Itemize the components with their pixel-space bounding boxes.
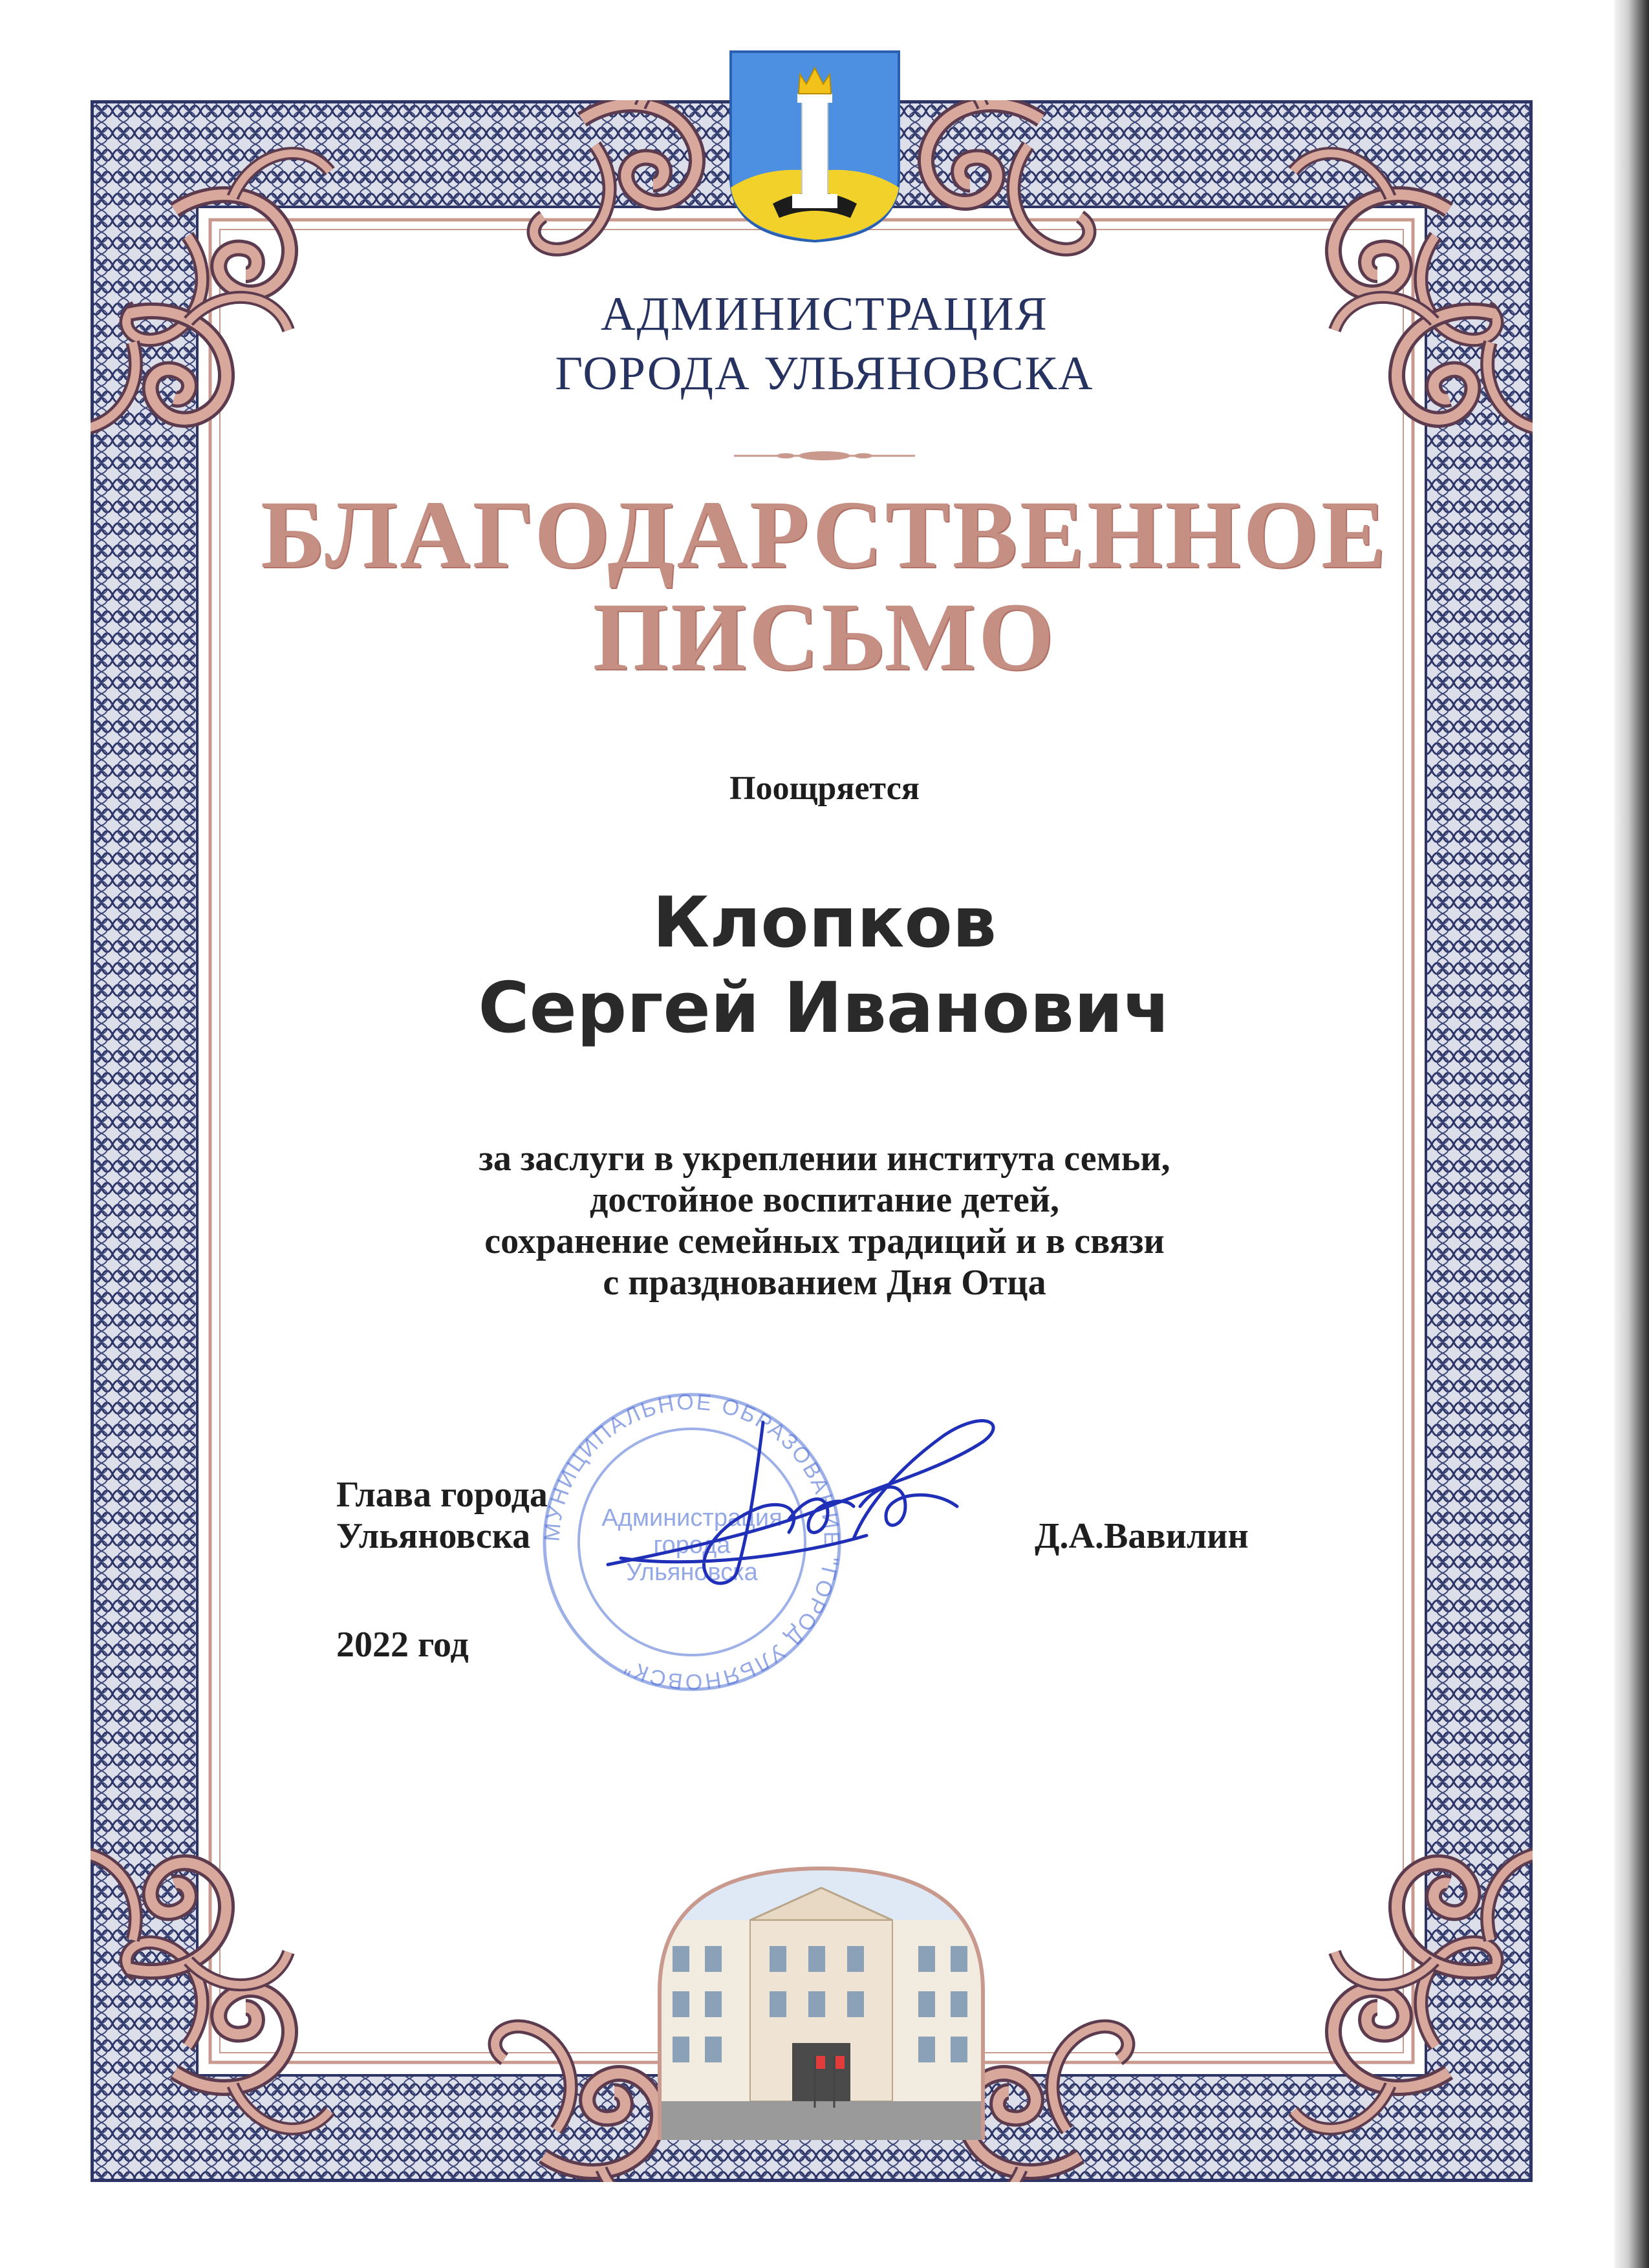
stamp-outer-text: МУНИЦИПАЛЬНОЕ ОБРАЗОВАНИЕ "ГОРОД УЛЬЯНОВСК" [539,1390,845,1694]
issuer-line-1: АДМИНИСТРАЦИЯ [601,288,1048,341]
title-line-1: БЛАГОДАРСТВЕННОЕ [261,481,1388,588]
ornamental-divider [727,446,921,465]
document-title [0,481,1649,690]
document-year: 2022 год [336,1625,469,1665]
stamp-inner-line-2: города [653,1532,731,1559]
recipient-surname: Клопков [652,883,997,963]
reason-line: с празднованием Дня Отца [603,1263,1046,1303]
signer-position [336,1474,548,1557]
recipient-name [0,881,1649,1051]
issuer-line-2: ГОРОДА УЛЬЯНОВСКА [555,347,1094,400]
signer-name: Д.А.Вавилин [1035,1516,1249,1556]
award-reason [0,1138,1649,1303]
encouraged-label: Поощряется [729,770,920,807]
city-administration-building-image [653,1862,989,2140]
issuer-header [0,284,1649,403]
recipient-given-names: Сергей Иванович [478,968,1171,1049]
signer-position-line-2: Ульяновска [336,1516,531,1556]
city-coat-of-arms-icon [727,48,902,242]
handwritten-signature [595,1396,1009,1603]
reason-line: за заслуги в укреплении института семьи, [479,1139,1170,1179]
title-line-2: ПИСЬМО [592,583,1057,690]
signer-position-line-1: Глава города [336,1475,548,1515]
stamp-inner-line-1: Администрация [601,1504,782,1532]
reason-line: достойное воспитание детей, [590,1180,1059,1220]
reason-line: сохранение семейных традиций и в связи [484,1221,1165,1261]
encouraged-label-block [0,769,1649,808]
stamp-inner-line-3: Ульяновска [626,1559,758,1586]
